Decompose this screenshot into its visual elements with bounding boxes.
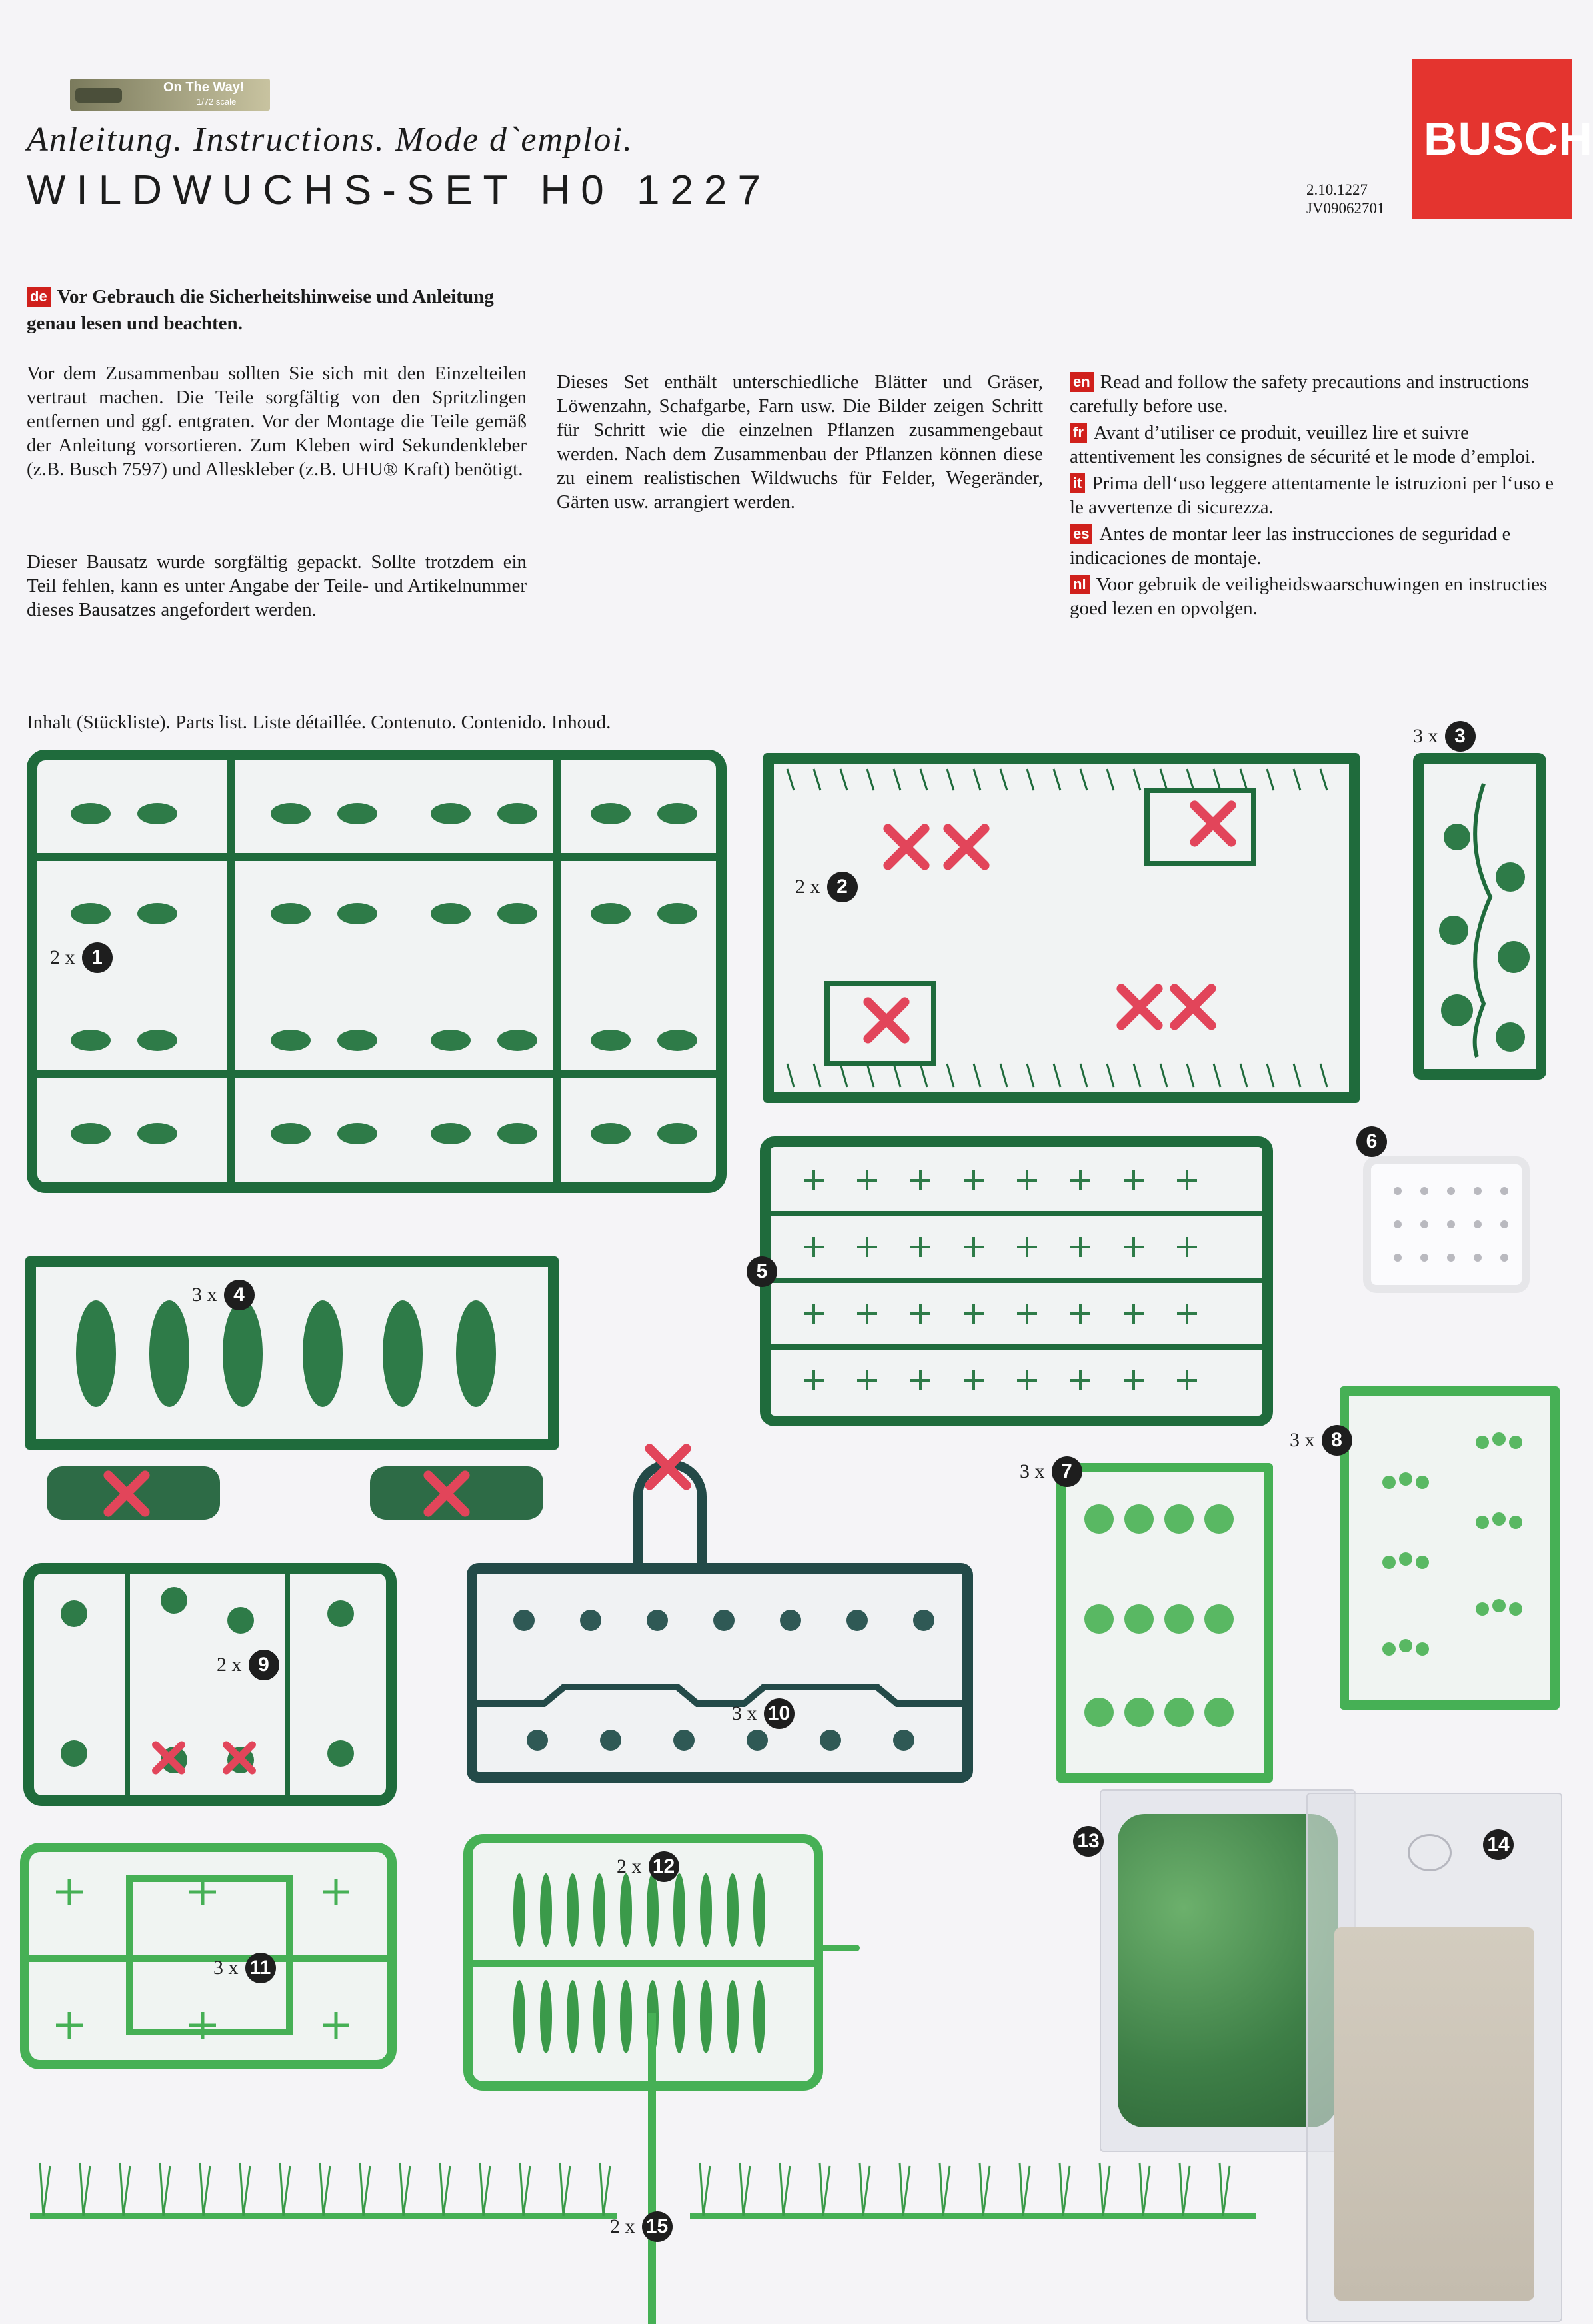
part-number-badge: 7 [1052,1456,1082,1487]
part-qty: 2 x [217,1654,242,1676]
part-number-badge: 10 [764,1698,795,1729]
part-number-badge: 4 [224,1280,255,1310]
flag-de: de [27,287,51,307]
part-qty: 3 x [213,1957,239,1979]
part-number-badge: 11 [245,1953,276,1983]
safety-text-en: Read and follow the safety precautions and instructions carefully before use. [1070,371,1530,417]
flag-nl: nl [1070,575,1090,594]
white-flowers [1371,1164,1522,1285]
berry-sprigs [1349,1396,1550,1700]
safety-item-fr [1070,421,1566,469]
part-label-3 [1413,721,1476,752]
part-qty: 2 x [50,946,75,968]
sprue-part-6 [1363,1156,1530,1293]
sprue-stalk-12 [820,1945,860,1951]
grass-blades-right [690,2149,1256,2249]
part-qty: 3 x [192,1284,217,1306]
grass-strip-right [690,2149,1256,2249]
part-qty: 2 x [617,1855,642,1877]
flag-en: en [1070,372,1094,392]
part-qty: 2 x [795,876,820,898]
page-subtitle: Anleitung. Instructions. Mode d`emploi. [27,121,633,159]
part-label-13 [1073,1826,1104,1857]
part-number-badge: 1 [82,942,113,973]
part-qty: 3 x [1290,1429,1315,1451]
part-label-10 [732,1698,795,1729]
sprue-part-3 [1413,753,1546,1080]
part-number-badge: 9 [249,1650,279,1680]
part-label-15 [610,2211,673,2242]
safety-item-en [1070,370,1566,418]
safety-text-nl: Voor gebruik de veiligheidswaarschuwingen en instructies goed lezen en opvolgen. [1070,574,1548,619]
part-number-badge: 8 [1322,1425,1352,1456]
part-qty: 3 x [1020,1460,1045,1482]
part-label-12 [617,1851,679,1882]
part-label-14 [1483,1829,1514,1860]
safety-text-it: Prima dell‘uso leggere attentamente le istruzioni per l‘uso e le avvertenze di sicurezza. [1070,473,1554,518]
vine-leaves [1424,764,1536,1069]
safety-list [1070,370,1566,620]
remove-mark [151,1740,188,1777]
sprue-part-1 [27,750,727,1193]
flower-stars [29,1852,387,2060]
badge-scale: 1/72 scale [197,97,237,107]
clover-leaves [1066,1472,1264,1773]
part-number-badge: 5 [747,1256,777,1287]
part-label-6 [1356,1126,1387,1157]
sprue-part-9 [23,1563,397,1806]
scale-badge [70,79,270,111]
fern-sprigs [34,1574,386,1795]
sprue-part-11 [20,1843,397,2069]
de-missing-parts-text: Dieser Bausatz wurde sorgfältig gepackt. Sollte trotzdem ein Teil fehlen, kann es unter Angabe der Teile- und Artikelnummer dieses Bausatzes angefordert werden. [27,551,527,620]
sprue-stalk-15 [648,2013,656,2324]
part-qty: 3 x [1413,725,1438,747]
flag-it: it [1070,473,1085,493]
safety-text-fr: Avant d’utiliser ce produit, veuillez lire et suivre attentivement les consignes de sécurité et le mode d’emploi. [1070,422,1536,467]
star-plants [771,1147,1262,1416]
safety-item-it [1070,471,1566,519]
leaf-sprigs-1 [37,760,716,1182]
article-code: 2.10.1227 [1306,181,1368,198]
page-title: WILDWUCHS-SET H0 1227 [27,167,771,213]
foliage-clump [1118,1814,1338,2127]
remove-mark [1113,980,1166,1033]
grass-strip-left [30,2149,617,2249]
remove-mark [420,1466,487,1533]
part-number-badge: 2 [827,872,858,902]
de-assembly-text: Vor dem Zusammenbau sollten Sie sich mit den Einzelteilen vertraut machen. Die Teile sorgfältig von den Spritzlingen entfernen und ggf. entgraten. Vor der Montage die Teile gemäß der Anleitung vorsortieren. Zum Kleben wird Sekundenkleber (z.B. Busch 7597) und Alleskleber (z.B. UHU® Kraft) benötigt. [27,363,527,480]
sprue-part-5 [760,1136,1273,1426]
de-warning [27,283,533,337]
tank-icon [75,88,122,103]
brand-logo-text: BUSCH [1424,113,1593,165]
part-label-9 [217,1650,279,1680]
safety-item-nl [1070,573,1566,620]
sprue-part-4 [25,1256,559,1450]
part-label-1 [50,942,113,973]
badge-title: On The Way! [163,80,245,95]
part-number-badge: 15 [642,2211,673,2242]
recycle-icon [1408,1834,1452,1871]
remove-mark [1166,980,1220,1033]
batch-code: JV09062701 [1306,200,1385,217]
part-label-8 [1290,1425,1352,1456]
part-number-badge: 12 [649,1851,679,1882]
part-label-5 [747,1256,777,1287]
part-number-badge: 14 [1483,1829,1514,1860]
remove-mark [1186,796,1253,863]
small-plants [36,1267,548,1439]
sand-fill [1334,1927,1534,2301]
part-qty: 3 x [732,1702,757,1724]
remove-mark [860,993,926,1060]
de-set-description: Dieses Set enthält unterschiedliche Blätter und Gräser, Löwenzahn, Schafgarbe, Farn usw. Die Bilder zeigen Schritt für Schritt wie die einzelnen Pflanzen zusammengebaut werden. Nach dem Zusammenbau der Pflanzen können diese zu einem realistischen Wildwuchs für Felder, Wegeränder, Gärten usw. arrangiert werden. [557,371,1043,513]
sprue-part-10 [467,1563,973,1783]
part-number-badge: 3 [1445,721,1476,752]
part-number-badge: 6 [1356,1126,1387,1157]
part-label-7 [1020,1456,1082,1487]
grass-blades-left [30,2149,617,2249]
brand-logo [1412,59,1593,219]
de-warning-text: Vor Gebrauch die Sicherheitshinweise und Anleitung genau lesen und beachten. [27,286,494,334]
remove-mark [880,820,933,873]
ground-cover-bag [1306,1793,1562,2322]
safety-item-es [1070,522,1566,570]
remove-mark [940,820,993,873]
flag-fr: fr [1070,423,1087,443]
remove-mark [641,1440,695,1493]
sprue-part-8 [1340,1386,1560,1710]
part-label-11 [213,1953,276,1983]
flag-es: es [1070,524,1092,544]
safety-text-es: Antes de montar leer las instrucciones de seguridad e indicaciones de montaje. [1070,523,1511,569]
sprue-part-2 [763,753,1360,1103]
part-label-4 [192,1280,255,1310]
remove-mark [100,1466,167,1533]
part-number-badge: 13 [1073,1826,1104,1857]
part-qty: 2 x [610,2215,635,2237]
leafy-stems [477,1574,962,1772]
sprue-part-7 [1056,1463,1273,1783]
remove-mark [221,1740,259,1777]
part-label-2 [795,872,858,902]
parts-heading: Inhalt (Stückliste). Parts list. Liste détaillée. Contenuto. Contenido. Inhoud. [27,712,611,733]
